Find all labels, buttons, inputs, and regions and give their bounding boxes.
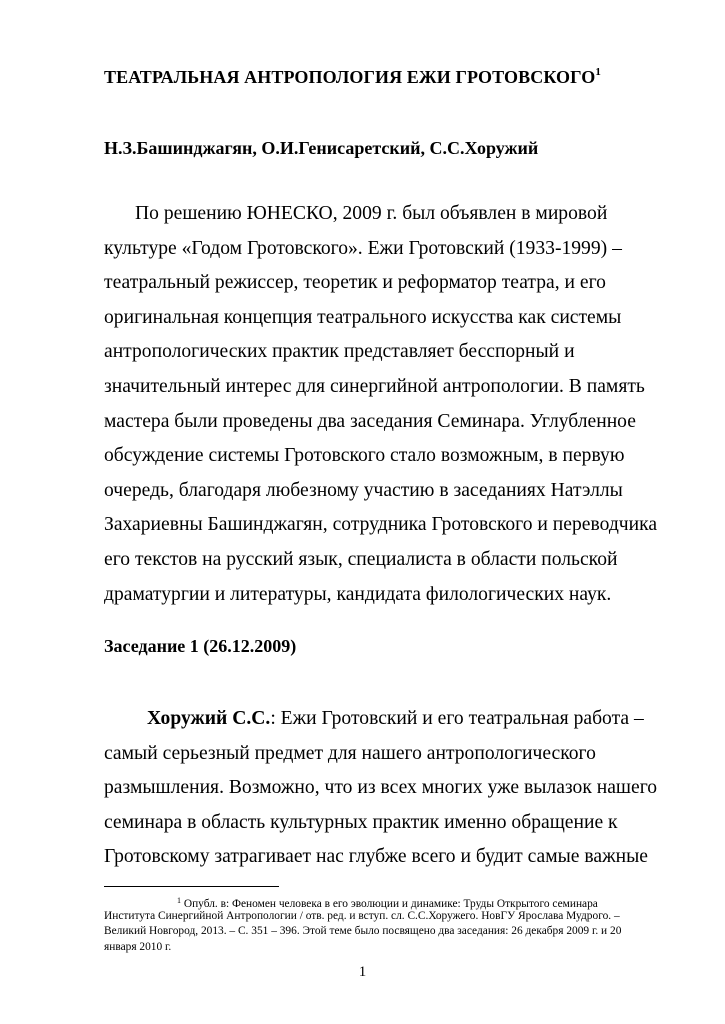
authors-line: Н.З.Башинджагян, О.И.Генисаретский, С.С.Хоружий — [104, 138, 539, 158]
footnote-text: Опубл. в: Феномен человека в его эволюции и динамике: Труды Открытого семинара — [181, 898, 598, 910]
paragraph-line: очередь, благодаря любезному участию в заседаниях Натэллы — [104, 479, 623, 501]
document-title-text: ТЕАТРАЛЬНАЯ АНТРОПОЛОГИЯ ЕЖИ ГРОТОВСКОГО — [104, 67, 596, 87]
paragraph-line: По решению ЮНЕСКО, 2009 г. был объявлен в мировой — [135, 203, 608, 224]
footnote-separator — [104, 886, 279, 887]
intro-paragraph — [104, 197, 664, 612]
paragraph-line: мастера были проведены два заседания Семинара. Углубленное — [104, 410, 636, 432]
speech-paragraph — [104, 702, 664, 875]
document-title — [104, 66, 601, 88]
paragraph-line: обсуждение системы Гротовского стало возможным, в первую — [104, 445, 625, 467]
footnote-line: января 2010 г. — [104, 940, 172, 953]
footnote-line: Великий Новгород, 2013. – С. 351 – 396. Этой теме было посвящено два заседания: 26 декабря 2009 г. и 20 — [104, 925, 622, 938]
paragraph-line: семинара в область культурных практик именно обращение к — [104, 811, 618, 833]
paragraph-line: значительный интерес для синергийной антропологии. В память — [104, 375, 645, 397]
footnote — [104, 893, 664, 955]
paragraph-line: размышления. Возможно, что из всех многих уже вылазок нашего — [104, 777, 658, 799]
speech-first-line — [104, 702, 664, 737]
paragraph-line: драматургии и литературы, кандидата филологических наук. — [104, 583, 612, 605]
paragraph-line: Захариевны Башинджагян, сотрудника Гротовского и переводчика — [104, 514, 658, 536]
paragraph-line: Гротовскому затрагивает нас глубже всего и будит самые важные — [104, 846, 648, 868]
session-heading: Заседание 1 (26.12.2009) — [104, 636, 297, 656]
footnote-mark: 1 — [177, 896, 181, 905]
paragraph-line: его текстов на русский язык, специалиста в области польской — [104, 548, 618, 570]
footnote-line — [104, 893, 664, 909]
title-footnote-mark[interactable]: 1 — [595, 66, 601, 78]
paragraph-line: антропологических практик представляет бесспорный и — [104, 341, 575, 363]
speech-first-line-text: : Ежи Гротовский и его театральная работа – — [270, 708, 644, 729]
page-number: 1 — [358, 964, 367, 980]
speaker-name: Хоружий С.С. — [147, 708, 271, 729]
paragraph-line: культуре «Годом Гротовского». Ежи Гротовский (1933-1999) – — [104, 237, 622, 259]
paragraph-line: оригинальная концепция театрального искусства как системы — [104, 306, 622, 328]
paragraph-line: театральный режиссер, теоретик и реформатор театра, и его — [104, 272, 606, 294]
paragraph-line: самый серьезный предмет для нашего антропологического — [104, 742, 596, 764]
footnote-line: Института Синергийной Антропологии / отв. ред. и вступ. сл. С.С.Хоружего. НовГУ Ярослава Мудрого. – — [104, 909, 620, 922]
